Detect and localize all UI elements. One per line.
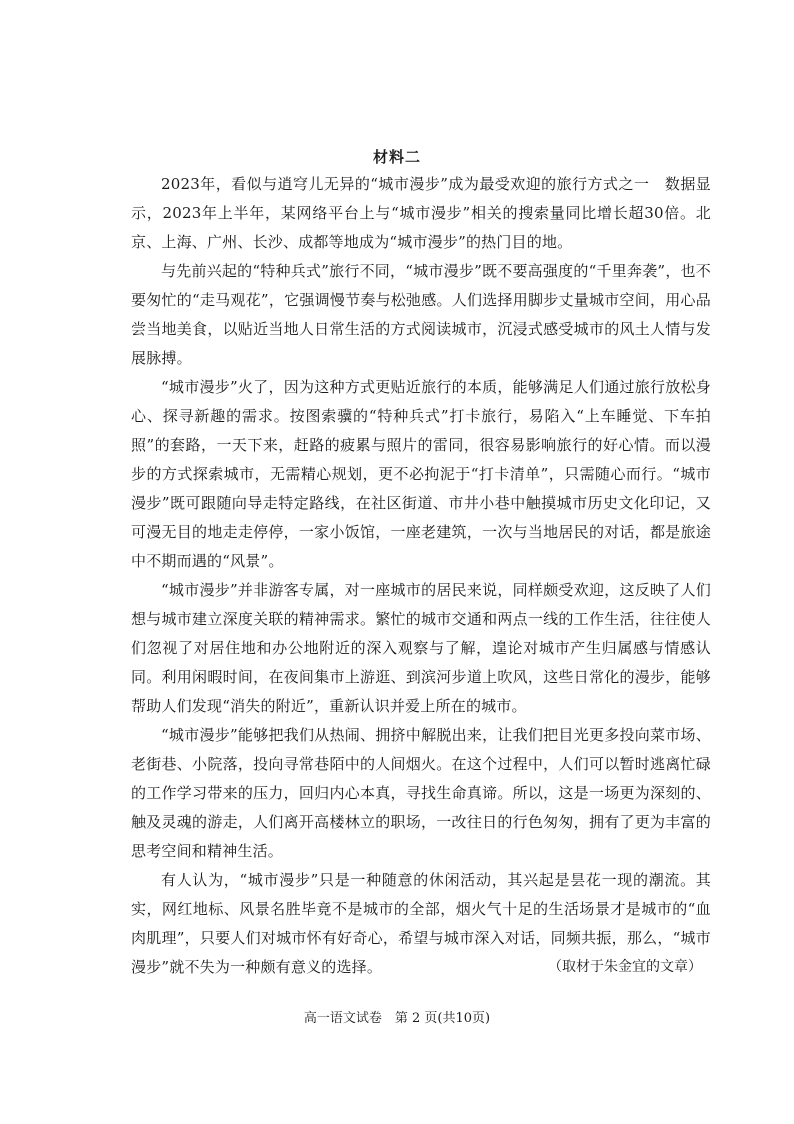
paragraph-2: 与先前兴起的“特种兵式”旅行不同，“城市漫步”既不要高强度的“千里奔袭”，也不要匆忙的“走马观花”，它强调慢节奏与松弛感。人们选择用脚步丈量城市空间，用心品尝当地美食，以贴近当地人日常生活的方式阅读城市，沉浸式感受城市的风土人情与发展脉搏。 — [131, 262, 711, 367]
page-footer: 高一语文试卷 第 2 页(共10页) — [303, 1011, 491, 1026]
section-title: 材料二 — [372, 148, 421, 166]
paragraph-1: 2023年，看似与逍穹儿无异的“城市漫步”成为最受欢迎的旅行方式之一 数据显示，2023年上半年，某网络平台上与“城市漫步”相关的搜索量同比增长超30倍。北京、上海、广州、长沙、成都等地成为“城市漫步”的热门目的地。 — [131, 175, 711, 251]
article-body — [131, 170, 711, 982]
paragraph-5: “城市漫步”能够把我们从热闹、拥挤中解脱出来，让我们把目光更多投向菜市场、老街巷、小院落，投向寻常巷陌中的人间烟火。在这个过程中，人们可以暂时逃离忙碌的工作学习带来的压力，回归内心本真，寻找生命真谛。所以，这是一场更为深刻的、触及灵魂的游走，人们离开高楼林立的职场，一改往日的行色匆匆，拥有了更为丰富的思考空间和精神生活。 — [131, 726, 711, 860]
paragraph-4: “城市漫步”并非游客专属，对一座城市的居民来说，同样颇受欢迎，这反映了人们想与城市建立深度关联的精神需求。繁忙的城市交通和两点一线的工作生活，往往使人们忽视了对居住地和办公地附近的深入观察与了解，遑论对城市产生归属感与情感认同。利用闲暇时间，在夜间集市上游逛、到滨河步道上吹风，这些日常化的漫步，能够帮助人们发现“消失的附近”，重新认识并爱上所在的城市。 — [131, 581, 711, 715]
paragraph-3: “城市漫步”火了，因为这种方式更贴近旅行的本质，能够满足人们通过旅行放松身心、探寻新趣的需求。按图索骥的“特种兵式”打卡旅行，易陷入“上车睡觉、下车拍照”的套路，一天下来，赶路的疲累与照片的雷同，很容易影响旅行的好心情。而以漫步的方式探索城市，无需精心规划，更不必拘泥于“打卡清单”，只需随心而行。“城市漫步”既可跟随向导走特定路线，在社区街道、市井小巷中触摸城市历史文化印记，又可漫无目的地走走停停，一家小饭馆，一座老建筑，一次与当地居民的对话，都是旅途中不期而遇的“风景”。 — [131, 378, 711, 570]
paragraph-6: 有人认为，“城市漫步”只是一种随意的休闲活动，其兴起是昙花一现的潮流。其实，网红地标、风景名胜毕竟不是城市的全部，烟火气十足的生活场景才是城市的“血肉肌理”，只要人们对城市怀有好奇心，希望与城市深入对话，同频共振，那么，“城市漫步”就不失为一种颇有意义的选择。 — [131, 871, 711, 976]
source-attribution: （取材于朱金宜的文章） — [548, 959, 702, 975]
